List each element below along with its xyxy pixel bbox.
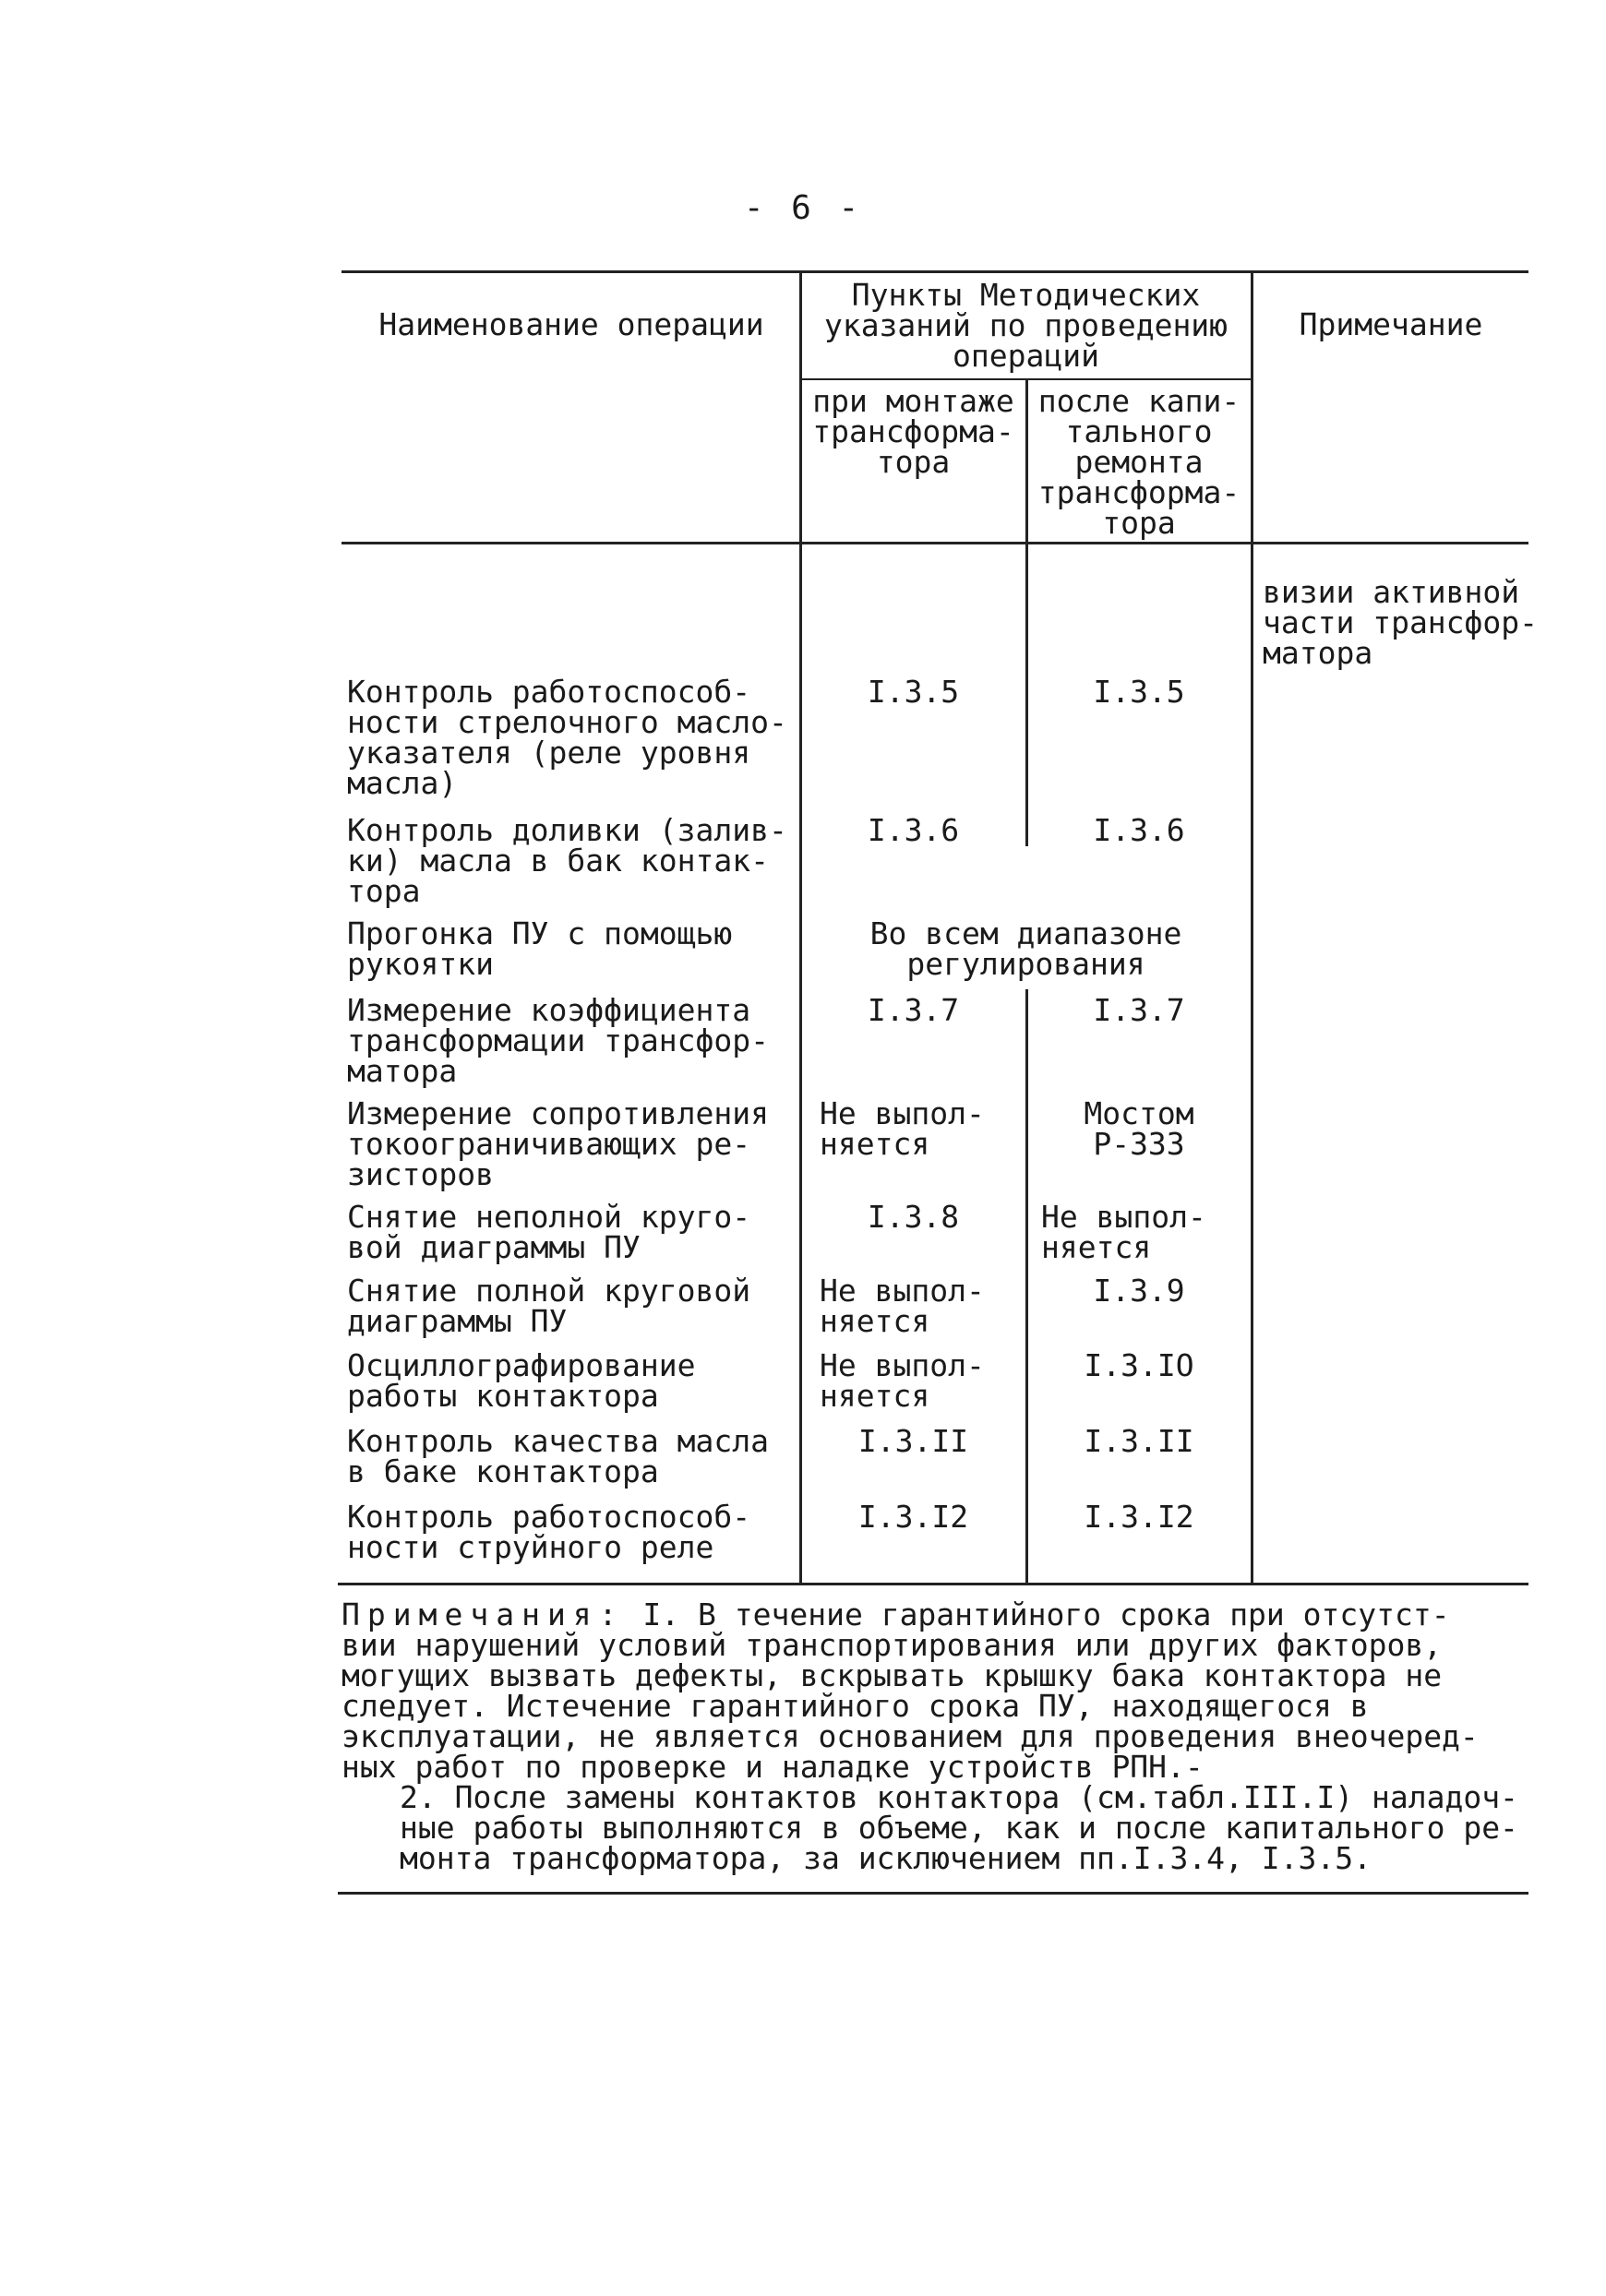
table-bottom-rule [338,1583,1528,1585]
row-name: Измерение сопротивления токоограничивающих ре- зисторов [347,1095,769,1192]
row-name: Снятие неполной круго- вой диаграммы ПУ [347,1199,751,1265]
row-install: Не выпол- няется [820,1273,985,1339]
notes-label: Примечания: [342,1596,625,1632]
row-install: I.3.5 [867,674,960,710]
header-method-points: Пункты Методических указаний по проведению операций [823,277,1228,374]
row-name: Контроль работоспособ- ности стрелочного масло- указателя (реле уровня масла) [347,674,787,801]
row-install: Не выпол- няется [820,1095,985,1162]
row-overhaul: Мостом Р-333 [1084,1095,1194,1162]
row-install: I.3.6 [867,812,960,848]
row-overhaul: I.3.6 [1093,812,1185,848]
col-divider-3 [1251,270,1253,1583]
row-name: Прогонка ПУ с помощью рукоятки [347,915,733,982]
note-1: I. В течение гарантийного срока при отсутст- вии нарушений условий транспортирования или других факторов, могущих вызвать дефекты, вскрывать крышку бака контактора не следует. Истечение гарантийного срока ПУ, находящегося в эксплуатации, не является основанием для проведения внеочеред- ных работ по проверке и наладке устройств РПН.- [342,1596,1479,1785]
row-overhaul: Не выпол- няется [1041,1199,1206,1265]
page-bottom-rule [338,1892,1528,1895]
header-after-overhaul: после капи- тального ремонта трансформа- тора [1037,383,1240,541]
row-install: I.3.7 [867,992,960,1028]
row-name: Контроль качества масла в баке контактора [347,1423,769,1489]
table-top-rule [342,270,1528,273]
row-name: Контроль работоспособ- ности струйного реле [347,1499,751,1565]
header-note: Примечание [1299,306,1483,342]
row-overhaul: I.3.IO [1084,1347,1194,1383]
page-number: - 6 - [743,189,863,227]
row-overhaul: I.3.II [1084,1423,1194,1459]
row-name: Измерение коэффициента трансформации трансфор- матора [347,992,769,1089]
row-overhaul: I.3.7 [1093,992,1185,1028]
row-install: I.3.II [857,1423,969,1459]
row-name: Контроль доливки (залив- ки) масла в бак контак- тора [347,812,787,909]
header-operation: Наименование операции [378,306,764,342]
row-install: I.3.I2 [857,1499,969,1535]
row-name: Снятие полной круговой диаграммы ПУ [347,1273,751,1339]
row-name: Осциллографирование работы контактора [347,1347,696,1414]
row-merged: Во всем диапазоне регулирования [869,915,1182,982]
header-at-installation: при монтаже трансформа- тора [812,383,1014,480]
row-install: Не выпол- няется [820,1347,985,1414]
row-overhaul: I.3.9 [1093,1273,1185,1309]
notes-block [342,1596,1532,1876]
table-header-bottom-rule [342,542,1528,544]
row-install: I.3.8 [867,1199,960,1235]
note-2: 2. После замены контактов контактора (см.табл.III.I) наладоч- ные работы выполняются в объеме, как и после капитального ре- монта трансформатора, за исключением пп.I.3.4, I.3.5. [400,1779,1518,1876]
note-continued: визии активной части трансфор- матора [1263,574,1539,671]
row-overhaul: I.3.5 [1093,674,1185,710]
row-overhaul: I.3.I2 [1084,1499,1194,1535]
